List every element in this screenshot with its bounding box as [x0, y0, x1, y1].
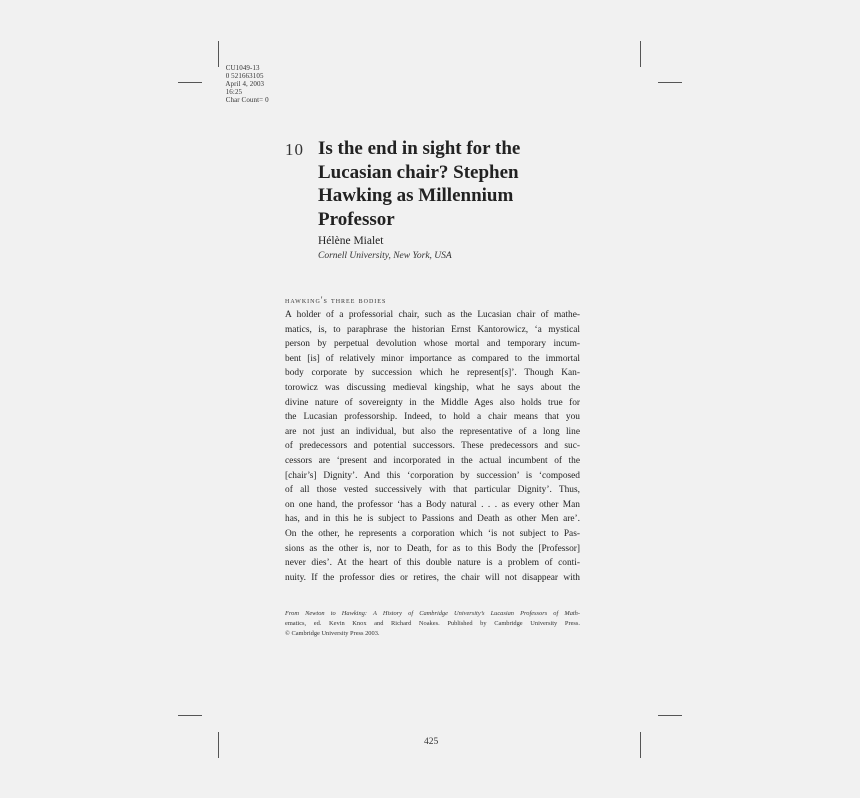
- body-line: on one hand, the professor ‘has a Body natural . . . as every other Man: [285, 499, 580, 510]
- body-line: [chair’s] Dignity’. And this ‘corporation by succession’ is ‘composed: [285, 470, 580, 481]
- crop-mark: [178, 715, 202, 716]
- crop-mark: [218, 732, 219, 758]
- chapter-title: Is the end in sight for the Lucasian chair? Stephen Hawking as Millennium Professor: [318, 138, 521, 230]
- printer-slug: [222, 56, 283, 104]
- body-line: A holder of a professorial chair, such as the Lucasian chair of mathe-: [285, 310, 580, 320]
- slug-isbn: 0 521663105: [225, 72, 264, 80]
- body-text: [285, 308, 580, 585]
- crop-mark: [640, 41, 641, 67]
- crop-mark: [640, 732, 641, 758]
- footnote-line: ematics, ed. Kevin Knox and Richard Noakes. Published by Cambridge University Press.: [285, 619, 580, 627]
- body-line: bent [is] of relatively minor importance as compared to the immortal: [285, 353, 580, 364]
- footnote-line: © Cambridge University Press 2003.: [285, 629, 380, 637]
- footnote: [285, 609, 580, 638]
- crop-mark: [658, 82, 682, 83]
- body-line: of predecessors and potential successors. These predecessors and suc-: [285, 441, 580, 452]
- slug-time: 16:25: [225, 88, 243, 96]
- body-line: the Lucasian professorship. Indeed, to hold a chair means that you: [285, 412, 580, 423]
- author-affiliation: Cornell University, New York, USA: [318, 251, 452, 261]
- crop-mark: [218, 41, 219, 67]
- slug-job-id: CU1049-13: [225, 64, 260, 72]
- crop-mark: [178, 82, 202, 83]
- body-line: On the other, he represents a corporation which ‘is not subject to Pas-: [285, 528, 580, 539]
- crop-mark: [658, 715, 682, 716]
- body-line: never dies’. At the heart of this double nature is a problem of conti-: [285, 558, 580, 569]
- body-line: divine nature of sovereignty in the Middle Ages also holds true for: [285, 397, 580, 408]
- body-line: torowicz was discussing medieval kingship, what he says about the: [285, 382, 580, 393]
- footnote-book-title: From Newton to Hawking: A History of Cambridge University’s Lucasian Professors of Math-: [285, 610, 580, 617]
- body-line: cessors are ‘present and incorporated in the actual incumbent of the: [285, 455, 580, 466]
- body-line: are not just an individual, but also the representative of a long line: [285, 426, 580, 437]
- body-line: has, and in this he is subject to Passions and Death as other Men are’.: [285, 514, 580, 525]
- body-line: person by perpetual devolution whose mortal and temporary incum-: [285, 339, 580, 350]
- chapter-number: 10: [285, 140, 304, 159]
- body-line: of all those vested successively with that particular Dignity’. Thus,: [285, 485, 580, 496]
- chapter-author: Hélène Mialet: [318, 235, 384, 247]
- slug-char-count: Char Count= 0: [225, 96, 269, 104]
- body-line: body corporate by succession which he represent[s]’. Though Kan-: [285, 368, 580, 379]
- slug-date: April 4, 2003: [225, 80, 265, 88]
- footnote-line: [285, 609, 580, 619]
- section-heading: hawking's three bodies: [285, 295, 387, 305]
- page-number: 425: [424, 737, 439, 747]
- body-line: matics, is, to paraphrase the historian Ernst Kantorowicz, ‘a mystical: [285, 324, 580, 335]
- body-line: nuity. If the professor dies or retires, the chair will not disappear with: [285, 572, 580, 583]
- body-line: sions as the other is, nor to Death, for as to this Body the [Professor]: [285, 543, 580, 554]
